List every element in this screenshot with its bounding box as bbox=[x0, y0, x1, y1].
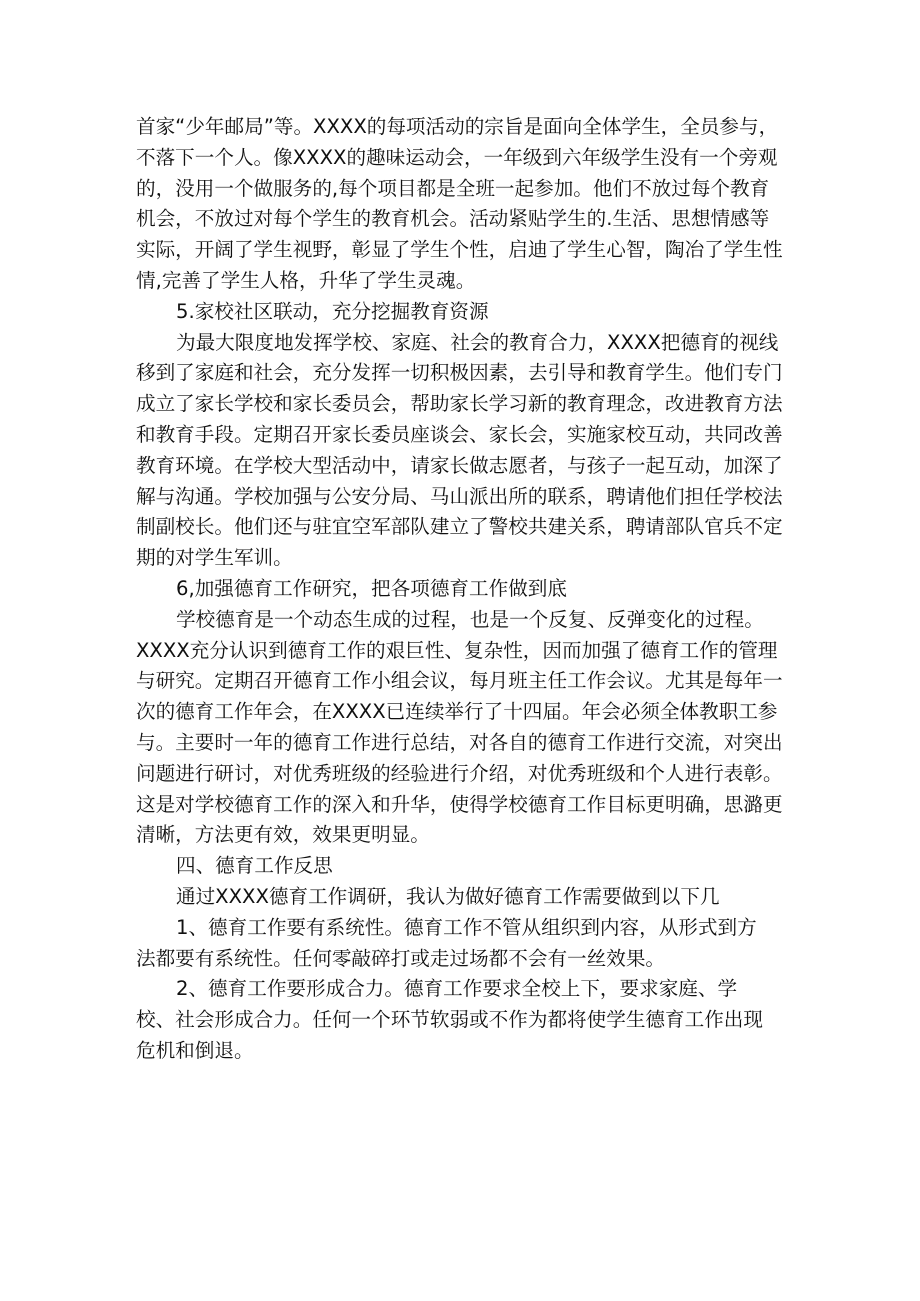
text-line: 成立了家长学校和家长委员会，帮助家长学习新的教育理念，改进教育方法 bbox=[136, 392, 783, 416]
section-heading-5: 5.家校社区联动，充分挖掘教育资源 bbox=[176, 299, 489, 323]
text-line: 期的对学生军训。 bbox=[136, 546, 293, 570]
paragraph-start: 通过XXXX德育工作调研，我认为做好德育工作需要做到以下几 bbox=[176, 884, 720, 908]
text-line: 次的德育工作年会，在XXXX已连续举行了十四届。年会必须全体教职工参 bbox=[136, 700, 778, 724]
text-line: 不落下一个人。像XXXX的趣味运动会，一年级到六年级学生没有一个旁观 bbox=[136, 145, 778, 169]
text-line: 与。主要时一年的德育工作进行总结，对各自的德育工作进行交流，对突出 bbox=[136, 730, 783, 754]
text-line: 问题进行研讨，对优秀班级的经验进行介绍，对优秀班级和个人进行表彰。 bbox=[136, 761, 783, 785]
text-line: 危机和倒退。 bbox=[136, 1038, 254, 1062]
text-line: 的，没用一个做服务的,每个项目都是全班一起参加。他们不放过每个教育 bbox=[136, 176, 770, 200]
section-heading-6: 6,加强德育工作研究，把各项德育工作做到底 bbox=[176, 576, 567, 600]
text-line: 机会，不放过对每个学生的教育机会。活动紧贴学生的.生活、思想情感等 bbox=[136, 207, 770, 231]
text-line: 移到了家庭和社会，充分发挥一切积极因素，去引导和教育学生。他们专门 bbox=[136, 361, 783, 385]
list-item-2: 2、德育工作要形成合力。德育工作要求全校上下，要求家庭、学 bbox=[176, 977, 738, 1001]
text-line: 制副校长。他们还与驻宜空军部队建立了警校共建关系，聘请部队官兵不定 bbox=[136, 515, 783, 539]
text-line: 这是对学校德育工作的深入和升华，使得学校德育工作目标更明确，思潞更 bbox=[136, 792, 783, 816]
text-line: 清晰，方法更有效，效果更明显。 bbox=[136, 823, 430, 847]
text-line: 首家“少年邮局”等。XXXX的每项活动的宗旨是面向全体学生，全员参与， bbox=[136, 115, 779, 138]
text-line: XXXX充分认识到德育工作的艰巨性、复杂性，因而加强了德育工作的管理 bbox=[136, 638, 778, 662]
text-line: 教育环境。在学校大型活动中，请家长做志愿者，与孩子一起互动，加深了 bbox=[136, 453, 783, 477]
section-heading-4: 四、德育工作反思 bbox=[176, 854, 333, 878]
text-line: 与研究。定期召开德育工作小组会议，每月班主任工作会议。尤其是每年一 bbox=[136, 669, 783, 693]
document-body bbox=[136, 112, 796, 1067]
text-line: 和教育手段。定期召开家长委员座谈会、家长会，实施家校互动，共同改善 bbox=[136, 422, 783, 446]
paragraph-start: 为最大限度地发挥学校、家庭、社会的教育合力，XXXX把德育的视线 bbox=[176, 330, 779, 354]
list-item-1: 1、德育工作要有系统性。德育工作不管从组织到内容，从形式到方 bbox=[176, 915, 757, 939]
paragraph-start: 学校德育是一个动态生成的过程，也是一个反复、反弹变化的过程。 bbox=[176, 607, 764, 631]
text-line: 法都要有系统性。任何零敲碎打或走过场都不会有一丝效果。 bbox=[136, 946, 666, 970]
text-line: 情,完善了学生人格，升华了学生灵魂。 bbox=[136, 268, 476, 292]
text-line: 实际，开阔了学生视野，彰显了学生个性，启迪了学生心智，陶冶了学生性 bbox=[136, 238, 783, 262]
text-line: 解与沟通。学校加强与公安分局、马山派出所的联系，聘请他们担任学校法 bbox=[136, 484, 783, 508]
text-line: 校、社会形成合力。任何一个环节软弱或不作为都将使学生德育工作出现 bbox=[136, 1008, 763, 1032]
